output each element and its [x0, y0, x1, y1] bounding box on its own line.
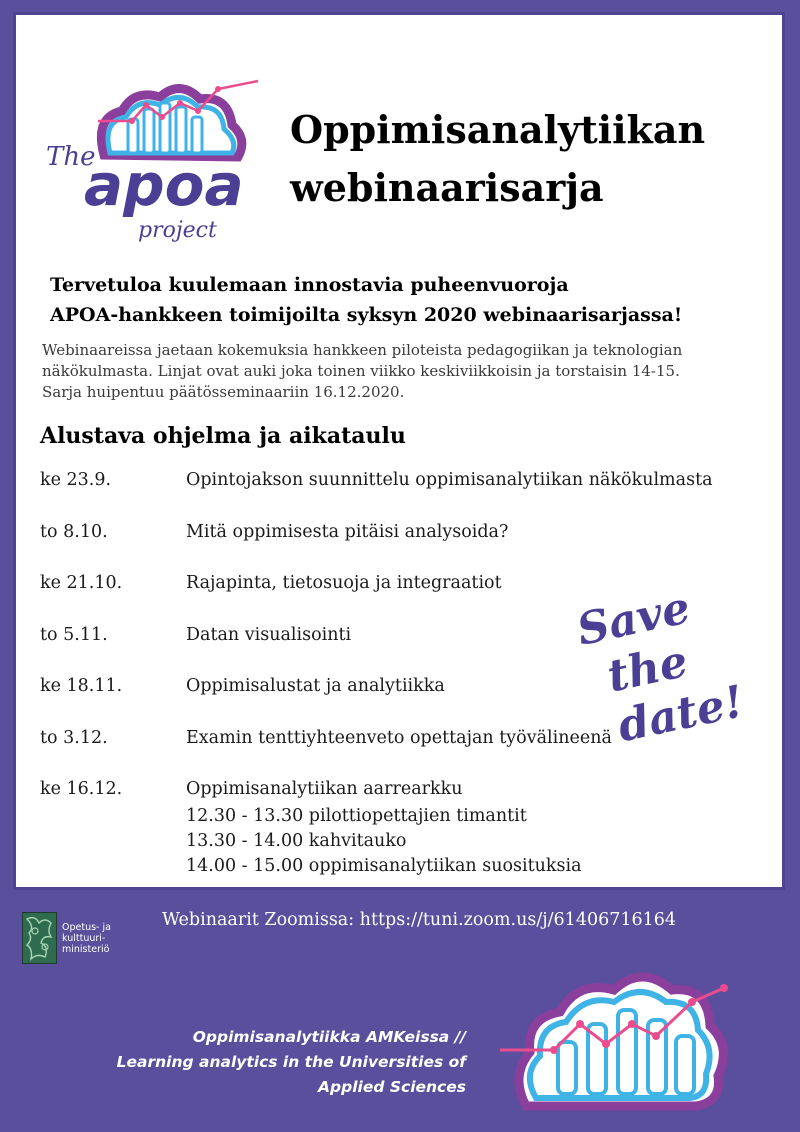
schedule-date: to 3.12. — [40, 727, 108, 748]
logo-apoa-text: apoa — [84, 151, 244, 219]
page-title — [290, 101, 705, 217]
intro-line-3: Sarja huipentuu päätösseminaariin 16.12.2020. — [42, 383, 405, 401]
schedule-topic: Mitä oppimisesta pitäisi analysoida? — [186, 521, 509, 542]
welcome-line-2: APOA-hankkeen toimijoilta syksyn 2020 webinaarisarjassa! — [50, 304, 683, 326]
poster-sheet — [13, 12, 785, 890]
schedule-topic: Opintojakson suunnittelu oppimisanalytiikan näkökulmasta — [186, 470, 713, 490]
schedule-topic: Oppimisalustat ja analytiikka — [186, 676, 445, 696]
schedule-topic: Oppimisanalytiikan aarrearkku — [186, 779, 463, 799]
logo-the-text: The — [46, 142, 96, 172]
ministry-line-1: Opetus- ja — [62, 922, 111, 933]
schedule-topic: Examin tenttiyhteenveto opettajan työvälineenä — [186, 727, 612, 748]
schedule-detail-line: 12.30 - 13.30 pilottiopettajien timantit — [186, 806, 527, 826]
schedule-detail-line: 13.30 - 14.00 kahvitauko — [186, 831, 407, 851]
schedule-row — [40, 779, 800, 876]
intro-paragraph — [42, 340, 792, 403]
tagline-line-2: Learning analytics in the Universities of Applied Sciences — [116, 1053, 466, 1096]
save-the-date-line-2: the date! — [603, 635, 749, 753]
intro-line-1: Webinaareissa jaetaan kokemuksia hankkeen piloteista pedagogiikan ja teknologian — [42, 341, 683, 359]
zoom-link[interactable]: Webinaarit Zoomissa: https://tuni.zoom.us/j/61406716164 — [162, 910, 677, 930]
welcome-line-1: Tervetuloa kuulemaan innostavia puheenvuoroja — [50, 274, 569, 296]
schedule-date: ke 16.12. — [40, 779, 123, 799]
intro-line-2: näkökulmasta. Linjat ovat auki joka toinen viikko keskiviikkoisin ja torstaisin 14-15. — [42, 362, 680, 380]
ministry-name — [62, 922, 111, 955]
tagline-line-1: Oppimisanalytiikka AMKeissa // — [192, 1028, 466, 1046]
title-line-2: webinaarisarja — [290, 165, 604, 210]
welcome-text — [50, 270, 682, 330]
schedule-date: ke 21.10. — [40, 573, 123, 593]
apoa-logo — [42, 77, 272, 257]
schedule-details — [186, 804, 582, 879]
schedule-heading: Alustava ohjelma ja aikataulu — [40, 423, 406, 449]
ministry-line-2: kulttuuri- — [62, 933, 106, 944]
schedule-date: to 8.10. — [40, 521, 108, 542]
schedule-date: to 5.11. — [40, 624, 108, 645]
schedule-date: ke 18.11. — [40, 676, 123, 696]
save-the-date-line-1: Save — [572, 582, 695, 656]
schedule-detail-line: 14.00 - 15.00 oppimisanalytiikan suosituksia — [186, 856, 582, 876]
ministry-line-3: ministeriö — [62, 944, 110, 955]
cloud-bars-logo-footer — [496, 966, 736, 1116]
schedule-topic: Datan visualisointi — [186, 624, 352, 645]
cloud-bars-graphic — [98, 81, 258, 157]
title-line-1: Oppimisanalytiikan — [290, 107, 706, 152]
schedule-row — [40, 470, 800, 522]
footer-tagline — [46, 1025, 466, 1100]
schedule-topic: Rajapinta, tietosuoja ja integraatiot — [186, 573, 502, 593]
schedule-date: ke 23.9. — [40, 470, 112, 490]
schedule-row — [40, 522, 800, 574]
ministry-logo — [22, 912, 142, 972]
ministry-emblem-icon — [22, 912, 57, 964]
logo-project-text: project — [138, 218, 217, 243]
